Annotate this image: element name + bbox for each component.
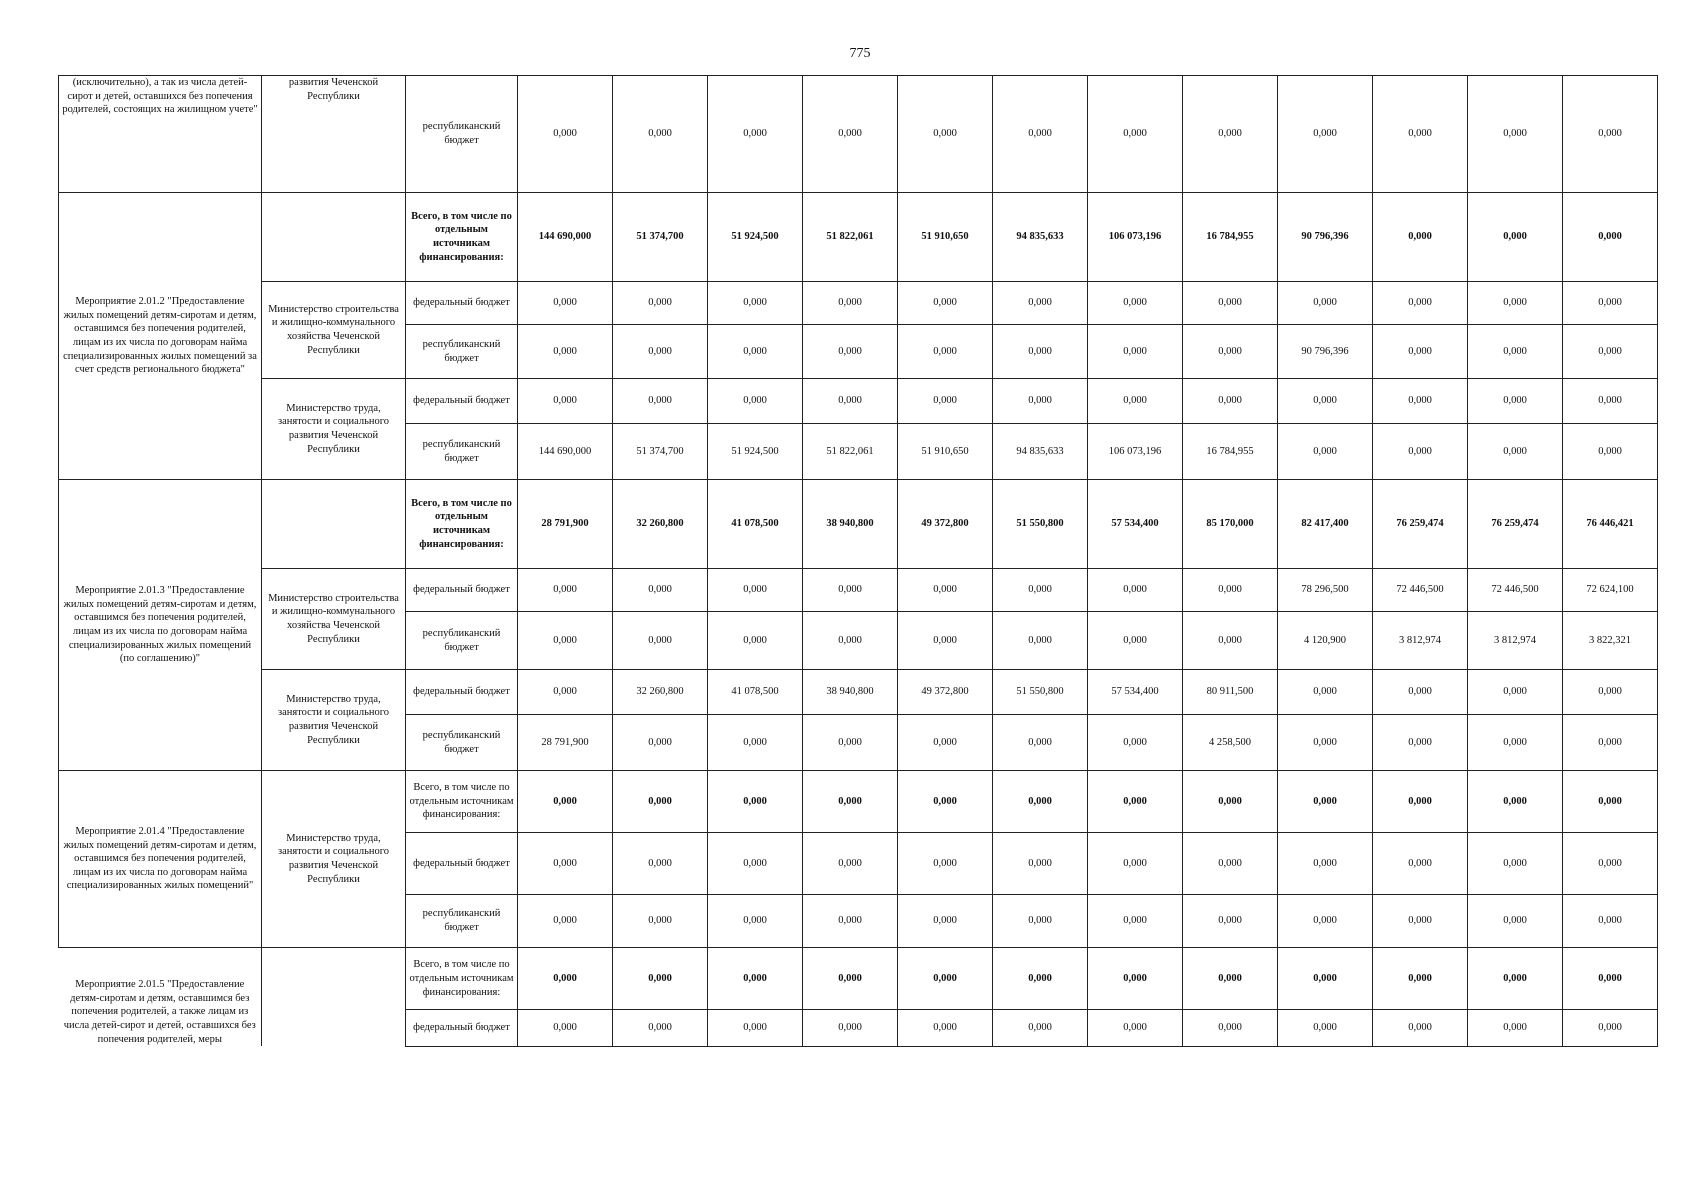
value-cell: 0,000 bbox=[898, 76, 993, 193]
value-cell: 0,000 bbox=[803, 771, 898, 833]
value-cell: 0,000 bbox=[708, 76, 803, 193]
value-cell: 0,000 bbox=[1373, 715, 1468, 771]
value-cell: 94 835,633 bbox=[993, 424, 1088, 480]
value-cell: 0,000 bbox=[898, 715, 993, 771]
table-row bbox=[59, 569, 1658, 612]
value-cell: 3 812,974 bbox=[1373, 612, 1468, 670]
value-cell: 0,000 bbox=[1563, 379, 1658, 424]
value-cell: 0,000 bbox=[1088, 1010, 1183, 1046]
value-cell: 0,000 bbox=[1183, 895, 1278, 948]
value-cell: 0,000 bbox=[898, 282, 993, 325]
value-cell: 51 374,700 bbox=[613, 424, 708, 480]
value-cell: 16 784,955 bbox=[1183, 193, 1278, 282]
value-cell: 0,000 bbox=[708, 948, 803, 1010]
value-cell: 51 924,500 bbox=[708, 424, 803, 480]
value-cell: 0,000 bbox=[803, 282, 898, 325]
value-cell: 0,000 bbox=[1468, 948, 1563, 1010]
value-cell: 0,000 bbox=[518, 379, 613, 424]
value-cell: 0,000 bbox=[1468, 282, 1563, 325]
table-row bbox=[59, 193, 1658, 282]
value-cell: 0,000 bbox=[1278, 771, 1373, 833]
executor-cell: Министерство труда, занятости и социального развития Чеченской Республики bbox=[262, 670, 406, 771]
value-cell: 0,000 bbox=[1563, 948, 1658, 1010]
value-cell: 0,000 bbox=[613, 76, 708, 193]
value-cell: 0,000 bbox=[518, 612, 613, 670]
value-cell: 0,000 bbox=[708, 1010, 803, 1046]
value-cell: 0,000 bbox=[803, 76, 898, 193]
value-cell: 0,000 bbox=[898, 569, 993, 612]
value-cell: 0,000 bbox=[1183, 833, 1278, 895]
value-cell: 0,000 bbox=[803, 833, 898, 895]
value-cell: 51 374,700 bbox=[613, 193, 708, 282]
value-cell: 0,000 bbox=[1183, 569, 1278, 612]
funding-source-cell: республиканский бюджет bbox=[406, 715, 518, 771]
value-cell: 0,000 bbox=[1468, 325, 1563, 379]
value-cell: 51 550,800 bbox=[993, 670, 1088, 715]
table-row bbox=[59, 379, 1658, 424]
value-cell: 0,000 bbox=[613, 1010, 708, 1046]
funding-source-cell: республиканский бюджет bbox=[406, 325, 518, 379]
value-cell: 0,000 bbox=[1183, 325, 1278, 379]
value-cell: 0,000 bbox=[1088, 771, 1183, 833]
value-cell: 0,000 bbox=[803, 325, 898, 379]
executor-cell: развития Чеченской Республики bbox=[262, 76, 406, 193]
value-cell: 0,000 bbox=[518, 76, 613, 193]
value-cell: 0,000 bbox=[1278, 948, 1373, 1010]
value-cell: 32 260,800 bbox=[613, 670, 708, 715]
executor-cell: Министерство труда, занятости и социального развития Чеченской Республики bbox=[262, 771, 406, 948]
funding-source-cell: федеральный бюджет bbox=[406, 833, 518, 895]
value-cell: 0,000 bbox=[898, 379, 993, 424]
event-cell: (исключительно), а так из числа детей-сирот и детей, оставшихся без попечения родителей, состоящих на жилищном учете" bbox=[59, 76, 262, 193]
value-cell: 0,000 bbox=[1563, 1010, 1658, 1046]
value-cell: 0,000 bbox=[1278, 282, 1373, 325]
value-cell: 0,000 bbox=[613, 612, 708, 670]
value-cell: 144 690,000 bbox=[518, 193, 613, 282]
value-cell: 49 372,800 bbox=[898, 670, 993, 715]
value-cell: 0,000 bbox=[1088, 569, 1183, 612]
value-cell: 0,000 bbox=[993, 379, 1088, 424]
value-cell: 0,000 bbox=[1563, 424, 1658, 480]
value-cell: 0,000 bbox=[803, 715, 898, 771]
value-cell: 0,000 bbox=[613, 379, 708, 424]
value-cell: 0,000 bbox=[1183, 771, 1278, 833]
value-cell: 0,000 bbox=[1468, 76, 1563, 193]
value-cell: 0,000 bbox=[993, 282, 1088, 325]
value-cell: 49 372,800 bbox=[898, 480, 993, 569]
event-cell: Мероприятие 2.01.4 "Предоставление жилых помещений детям-сиротам и детям, оставшимся без попечения родителей, лицам из их числа по договорам найма специализированных жилых помещений" bbox=[59, 771, 262, 948]
funding-source-cell: Всего, в том числе по отдельным источникам финансирования: bbox=[406, 193, 518, 282]
value-cell: 0,000 bbox=[1088, 833, 1183, 895]
value-cell: 0,000 bbox=[1278, 379, 1373, 424]
value-cell: 0,000 bbox=[518, 895, 613, 948]
table-row bbox=[59, 282, 1658, 325]
value-cell: 90 796,396 bbox=[1278, 193, 1373, 282]
value-cell: 41 078,500 bbox=[708, 670, 803, 715]
value-cell: 0,000 bbox=[1373, 1010, 1468, 1046]
event-cell: Мероприятие 2.01.5 "Предоставление детям-сиротам и детям, оставшимся без попечения родителей, а также лицам из числа детей-сирот и детей, оставшихся без попечения родителей, меры bbox=[59, 948, 262, 1047]
value-cell: 76 259,474 bbox=[1468, 480, 1563, 569]
value-cell: 0,000 bbox=[1278, 895, 1373, 948]
value-cell: 0,000 bbox=[898, 612, 993, 670]
value-cell: 0,000 bbox=[708, 771, 803, 833]
value-cell: 16 784,955 bbox=[1183, 424, 1278, 480]
value-cell: 28 791,900 bbox=[518, 715, 613, 771]
value-cell: 4 258,500 bbox=[1183, 715, 1278, 771]
value-cell: 51 924,500 bbox=[708, 193, 803, 282]
value-cell: 0,000 bbox=[1563, 771, 1658, 833]
value-cell: 0,000 bbox=[803, 612, 898, 670]
value-cell: 0,000 bbox=[1373, 379, 1468, 424]
value-cell: 0,000 bbox=[708, 569, 803, 612]
value-cell: 51 910,650 bbox=[898, 193, 993, 282]
value-cell: 0,000 bbox=[1373, 76, 1468, 193]
value-cell: 57 534,400 bbox=[1088, 670, 1183, 715]
value-cell: 0,000 bbox=[1183, 1010, 1278, 1046]
executor-cell bbox=[262, 480, 406, 569]
value-cell: 0,000 bbox=[613, 771, 708, 833]
value-cell: 0,000 bbox=[518, 1010, 613, 1046]
value-cell: 0,000 bbox=[518, 282, 613, 325]
funding-source-cell: республиканский бюджет bbox=[406, 76, 518, 193]
value-cell: 76 446,421 bbox=[1563, 480, 1658, 569]
executor-cell bbox=[262, 948, 406, 1047]
value-cell: 0,000 bbox=[518, 771, 613, 833]
value-cell: 0,000 bbox=[518, 833, 613, 895]
value-cell: 0,000 bbox=[993, 325, 1088, 379]
value-cell: 0,000 bbox=[1373, 833, 1468, 895]
value-cell: 0,000 bbox=[613, 282, 708, 325]
value-cell: 0,000 bbox=[803, 569, 898, 612]
value-cell: 0,000 bbox=[1278, 833, 1373, 895]
table-row bbox=[59, 948, 1658, 1010]
value-cell: 80 911,500 bbox=[1183, 670, 1278, 715]
value-cell: 0,000 bbox=[708, 715, 803, 771]
event-cell: Мероприятие 2.01.3 "Предоставление жилых помещений детям-сиротам и детям, оставшимся без попечения родителей, лицам из их числа по договорам найма специализированных жилых помещений (по соглашению)" bbox=[59, 480, 262, 771]
funding-source-cell: республиканский бюджет bbox=[406, 612, 518, 670]
value-cell: 0,000 bbox=[708, 282, 803, 325]
value-cell: 0,000 bbox=[993, 895, 1088, 948]
value-cell: 0,000 bbox=[1373, 424, 1468, 480]
value-cell: 0,000 bbox=[1088, 612, 1183, 670]
value-cell: 0,000 bbox=[898, 833, 993, 895]
funding-source-cell: Всего, в том числе по отдельным источникам финансирования: bbox=[406, 480, 518, 569]
table-row bbox=[59, 480, 1658, 569]
value-cell: 0,000 bbox=[613, 325, 708, 379]
value-cell: 90 796,396 bbox=[1278, 325, 1373, 379]
value-cell: 0,000 bbox=[1563, 325, 1658, 379]
value-cell: 51 550,800 bbox=[993, 480, 1088, 569]
funding-source-cell: федеральный бюджет bbox=[406, 282, 518, 325]
value-cell: 0,000 bbox=[1563, 895, 1658, 948]
value-cell: 0,000 bbox=[1183, 612, 1278, 670]
value-cell: 0,000 bbox=[1468, 670, 1563, 715]
value-cell: 0,000 bbox=[1278, 670, 1373, 715]
value-cell: 0,000 bbox=[1183, 282, 1278, 325]
table-row bbox=[59, 670, 1658, 715]
value-cell: 3 812,974 bbox=[1468, 612, 1563, 670]
value-cell: 94 835,633 bbox=[993, 193, 1088, 282]
value-cell: 0,000 bbox=[613, 895, 708, 948]
value-cell: 0,000 bbox=[898, 771, 993, 833]
value-cell: 0,000 bbox=[1088, 76, 1183, 193]
value-cell: 0,000 bbox=[1468, 715, 1563, 771]
value-cell: 0,000 bbox=[993, 1010, 1088, 1046]
value-cell: 0,000 bbox=[1088, 715, 1183, 771]
value-cell: 0,000 bbox=[1563, 833, 1658, 895]
value-cell: 72 624,100 bbox=[1563, 569, 1658, 612]
value-cell: 0,000 bbox=[1278, 76, 1373, 193]
executor-cell bbox=[262, 193, 406, 282]
value-cell: 0,000 bbox=[993, 833, 1088, 895]
value-cell: 0,000 bbox=[1468, 771, 1563, 833]
value-cell: 72 446,500 bbox=[1373, 569, 1468, 612]
budget-table bbox=[58, 75, 1658, 1047]
value-cell: 0,000 bbox=[1468, 895, 1563, 948]
value-cell: 0,000 bbox=[1468, 379, 1563, 424]
value-cell: 0,000 bbox=[1088, 948, 1183, 1010]
table-row bbox=[59, 771, 1658, 833]
value-cell: 0,000 bbox=[1563, 76, 1658, 193]
value-cell: 0,000 bbox=[708, 612, 803, 670]
value-cell: 0,000 bbox=[613, 715, 708, 771]
value-cell: 0,000 bbox=[1088, 895, 1183, 948]
value-cell: 0,000 bbox=[898, 1010, 993, 1046]
value-cell: 0,000 bbox=[708, 379, 803, 424]
value-cell: 51 822,061 bbox=[803, 424, 898, 480]
value-cell: 0,000 bbox=[1183, 379, 1278, 424]
value-cell: 0,000 bbox=[803, 1010, 898, 1046]
value-cell: 0,000 bbox=[803, 948, 898, 1010]
value-cell: 0,000 bbox=[1373, 948, 1468, 1010]
value-cell: 0,000 bbox=[1088, 282, 1183, 325]
value-cell: 0,000 bbox=[518, 948, 613, 1010]
executor-cell: Министерство строительства и жилищно-коммунального хозяйства Чеченской Республики bbox=[262, 282, 406, 379]
value-cell: 0,000 bbox=[1468, 193, 1563, 282]
funding-source-cell: федеральный бюджет bbox=[406, 1010, 518, 1046]
value-cell: 78 296,500 bbox=[1278, 569, 1373, 612]
value-cell: 0,000 bbox=[708, 833, 803, 895]
value-cell: 0,000 bbox=[1278, 715, 1373, 771]
value-cell: 0,000 bbox=[1563, 715, 1658, 771]
value-cell: 38 940,800 bbox=[803, 480, 898, 569]
funding-source-cell: федеральный бюджет bbox=[406, 569, 518, 612]
value-cell: 0,000 bbox=[613, 948, 708, 1010]
funding-source-cell: республиканский бюджет bbox=[406, 895, 518, 948]
value-cell: 0,000 bbox=[803, 379, 898, 424]
value-cell: 0,000 bbox=[1088, 325, 1183, 379]
value-cell: 0,000 bbox=[1468, 424, 1563, 480]
funding-source-cell: федеральный бюджет bbox=[406, 379, 518, 424]
value-cell: 3 822,321 bbox=[1563, 612, 1658, 670]
value-cell: 0,000 bbox=[1088, 379, 1183, 424]
funding-source-cell: Всего, в том числе по отдельным источникам финансирования: bbox=[406, 948, 518, 1010]
value-cell: 0,000 bbox=[993, 771, 1088, 833]
value-cell: 57 534,400 bbox=[1088, 480, 1183, 569]
value-cell: 0,000 bbox=[518, 670, 613, 715]
event-cell: Мероприятие 2.01.2 "Предоставление жилых помещений детям-сиротам и детям, оставшимся без попечения родителей, лицам из их числа по договорам найма специализированных жилых помещений за счет средств регионального бюджета" bbox=[59, 193, 262, 480]
funding-source-cell: Всего, в том числе по отдельным источникам финансирования: bbox=[406, 771, 518, 833]
value-cell: 0,000 bbox=[898, 325, 993, 379]
value-cell: 0,000 bbox=[1183, 76, 1278, 193]
executor-cell: Министерство труда, занятости и социального развития Чеченской Республики bbox=[262, 379, 406, 480]
value-cell: 0,000 bbox=[1373, 771, 1468, 833]
value-cell: 0,000 bbox=[613, 569, 708, 612]
value-cell: 0,000 bbox=[1373, 193, 1468, 282]
value-cell: 144 690,000 bbox=[518, 424, 613, 480]
executor-cell: Министерство строительства и жилищно-коммунального хозяйства Чеченской Республики bbox=[262, 569, 406, 670]
value-cell: 0,000 bbox=[1373, 282, 1468, 325]
funding-source-cell: федеральный бюджет bbox=[406, 670, 518, 715]
value-cell: 0,000 bbox=[1563, 670, 1658, 715]
value-cell: 0,000 bbox=[993, 76, 1088, 193]
value-cell: 0,000 bbox=[803, 895, 898, 948]
value-cell: 38 940,800 bbox=[803, 670, 898, 715]
value-cell: 106 073,196 bbox=[1088, 193, 1183, 282]
value-cell: 51 822,061 bbox=[803, 193, 898, 282]
value-cell: 0,000 bbox=[993, 948, 1088, 1010]
value-cell: 82 417,400 bbox=[1278, 480, 1373, 569]
value-cell: 0,000 bbox=[1373, 670, 1468, 715]
value-cell: 0,000 bbox=[898, 948, 993, 1010]
value-cell: 0,000 bbox=[1563, 282, 1658, 325]
value-cell: 0,000 bbox=[708, 325, 803, 379]
value-cell: 0,000 bbox=[993, 612, 1088, 670]
value-cell: 72 446,500 bbox=[1468, 569, 1563, 612]
page-number: 775 bbox=[849, 46, 871, 61]
value-cell: 76 259,474 bbox=[1373, 480, 1468, 569]
value-cell: 0,000 bbox=[613, 833, 708, 895]
value-cell: 4 120,900 bbox=[1278, 612, 1373, 670]
value-cell: 0,000 bbox=[1468, 1010, 1563, 1046]
value-cell: 0,000 bbox=[1183, 948, 1278, 1010]
value-cell: 0,000 bbox=[898, 895, 993, 948]
value-cell: 0,000 bbox=[1278, 424, 1373, 480]
value-cell: 0,000 bbox=[1468, 833, 1563, 895]
value-cell: 32 260,800 bbox=[613, 480, 708, 569]
value-cell: 0,000 bbox=[708, 895, 803, 948]
value-cell: 28 791,900 bbox=[518, 480, 613, 569]
value-cell: 0,000 bbox=[1563, 193, 1658, 282]
value-cell: 51 910,650 bbox=[898, 424, 993, 480]
value-cell: 0,000 bbox=[1278, 1010, 1373, 1046]
value-cell: 0,000 bbox=[518, 325, 613, 379]
table-row bbox=[59, 76, 1658, 193]
value-cell: 0,000 bbox=[993, 715, 1088, 771]
funding-source-cell: республиканский бюджет bbox=[406, 424, 518, 480]
value-cell: 0,000 bbox=[518, 569, 613, 612]
value-cell: 0,000 bbox=[993, 569, 1088, 612]
value-cell: 0,000 bbox=[1373, 895, 1468, 948]
value-cell: 0,000 bbox=[1373, 325, 1468, 379]
value-cell: 85 170,000 bbox=[1183, 480, 1278, 569]
value-cell: 106 073,196 bbox=[1088, 424, 1183, 480]
value-cell: 41 078,500 bbox=[708, 480, 803, 569]
